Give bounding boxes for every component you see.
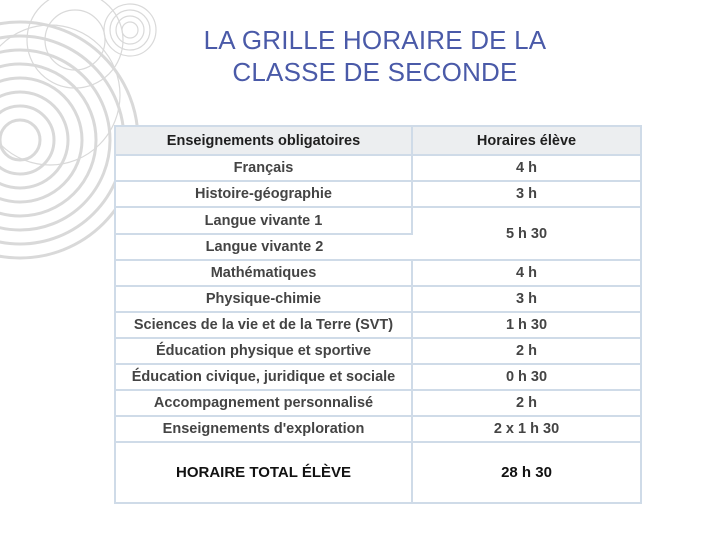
hours-cell: 0 h 30 bbox=[413, 365, 640, 391]
subject-cell: Éducation physique et sportive bbox=[116, 339, 413, 365]
header-hours: Horaires élève bbox=[413, 127, 640, 156]
subject-cell: Physique-chimie bbox=[116, 287, 413, 313]
timetable bbox=[114, 125, 642, 504]
table-row bbox=[116, 208, 640, 234]
header-subject: Enseignements obligatoires bbox=[116, 127, 413, 156]
table-row bbox=[116, 417, 640, 443]
hours-cell: 2 x 1 h 30 bbox=[413, 417, 640, 443]
table-row bbox=[116, 287, 640, 313]
subject-cell: Mathématiques bbox=[116, 261, 413, 287]
hours-cell: 2 h bbox=[413, 391, 640, 417]
subject-cell: Éducation civique, juridique et sociale bbox=[116, 365, 413, 391]
title-line-2: CLASSE DE SECONDE bbox=[232, 57, 518, 87]
hours-cell: 2 h bbox=[413, 339, 640, 365]
table-row bbox=[116, 261, 640, 287]
table-row bbox=[116, 313, 640, 339]
table-row bbox=[116, 391, 640, 417]
subject-cell: Français bbox=[116, 156, 413, 182]
hours-cell: 3 h bbox=[413, 182, 640, 208]
total-row bbox=[116, 443, 640, 502]
title-line-1: LA GRILLE HORAIRE DE LA bbox=[203, 25, 547, 55]
subject-cell: Sciences de la vie et de la Terre (SVT) bbox=[116, 313, 413, 339]
subject-cell: Accompagnement personnalisé bbox=[116, 391, 413, 417]
hours-cell: 4 h bbox=[413, 156, 640, 182]
hours-cell: 5 h 30 bbox=[413, 208, 640, 260]
table-row bbox=[116, 156, 640, 182]
table-row bbox=[116, 182, 640, 208]
subject-cell: Langue vivante 1 bbox=[116, 208, 413, 234]
subject-cell: Langue vivante 2 bbox=[116, 235, 413, 261]
hours-cell: 3 h bbox=[413, 287, 640, 313]
table-row bbox=[116, 339, 640, 365]
hours-cell: 1 h 30 bbox=[413, 313, 640, 339]
total-hours: 28 h 30 bbox=[501, 464, 552, 482]
subject-cell: Histoire-géographie bbox=[116, 182, 413, 208]
table-row bbox=[116, 365, 640, 391]
hours-cell: 4 h bbox=[413, 261, 640, 287]
page-title bbox=[160, 24, 590, 88]
subject-cell: Enseignements d'exploration bbox=[116, 417, 413, 443]
total-label: HORAIRE TOTAL ÉLÈVE bbox=[116, 443, 413, 502]
table-header-row bbox=[116, 127, 640, 156]
